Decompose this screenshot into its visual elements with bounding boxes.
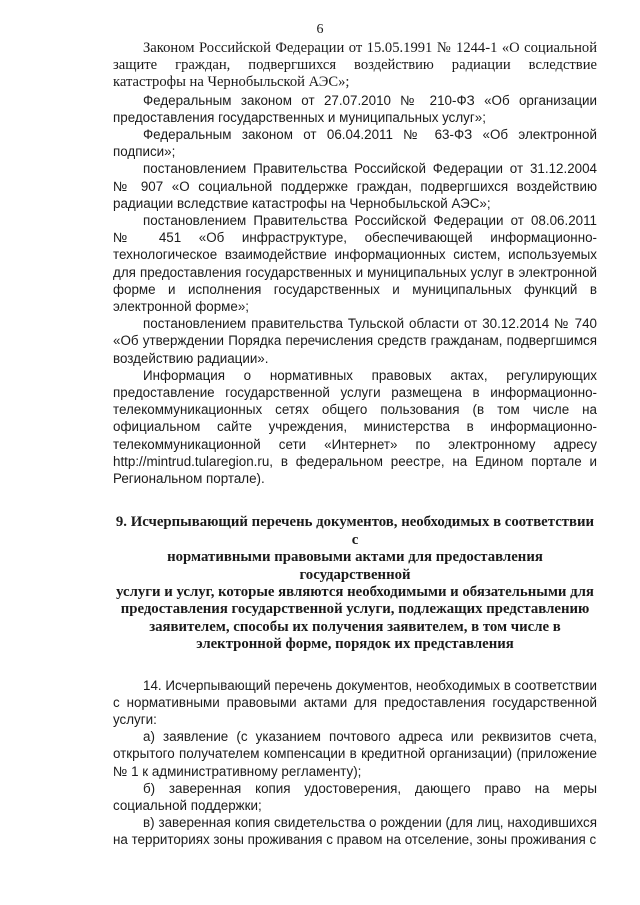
page-number: 6	[316, 22, 324, 37]
item-v: в) заверенная копия свидетельства о рождении (для лиц, находившихся на территориях зоны проживания с правом на отселение, зоны проживания с	[113, 815, 597, 848]
item-14: 14. Исчерпывающий перечень документов, необходимых в соответствии с нормативными правовыми актами для предоставления государственной услуги:	[113, 677, 597, 727]
section-heading-line: нормативными правовыми актами для предоставления государственной	[167, 549, 543, 583]
legal-act-63-fz: Федеральным законом от 06.04.2011 № 63-ФЗ «Об электронной подписи»;	[113, 127, 597, 160]
legal-act-451: постановлением Правительства Российской Федерации от 08.06.2011 № 451 «Об инфраструктуре, обеспечивающей информационно-технологическое взаимодействие информационных систем, используемых для предоставления государственных и муниципальных услуг в электронной форме и исполнения государственных и муниципальных функций в электронной форме»;	[113, 213, 597, 315]
legal-act-1991-law: Законом Российской Федерации от 15.05.1991 № 1244-1 «О социальной защите граждан, подвергшихся воздействию радиации вследствие катастрофы на Чернобыльской АЭС»;	[113, 40, 597, 91]
section-heading-line: предоставления государственной услуги, подлежащих представлению	[120, 601, 590, 618]
legal-act-907: постановлением Правительства Российской Федерации от 31.12.2004 № 907 «О социальной поддержке граждан, подвергшихся воздействию радиации вследствие катастрофы на Чернобыльской АЭС»;	[113, 161, 597, 211]
item-b: б) заверенная копия удостоверения, дающего право на меры социальной поддержки;	[113, 780, 597, 813]
legal-act-740: постановлением правительства Тульской области от 30.12.2014 № 740 «Об утверждении Порядка перечисления средств гражданам, подвергшимся воздействию радиации».	[113, 316, 597, 366]
section-heading-line: электронной форме, порядок их представления	[196, 636, 514, 653]
item-a: а) заявление (с указанием почтового адреса или реквизитов счета, открытого получателем компенсации в кредитной организации) (приложение № 1 к административному регламенту);	[113, 729, 597, 779]
info-paragraph: Информация о нормативных правовых актах, регулирующих предоставление государственной услуги размещена в информационно-телекоммуникационных сетях общего пользования (в том числе на официальном сайте учреждения, министерства в информационно-телекоммуникационной сети «Интернет» по электронному адресу http://mintrud.tularegion.ru, в федеральном реестре, на Едином портале и Региональном портале).	[113, 367, 597, 487]
section-heading	[113, 514, 597, 653]
document-body	[113, 40, 597, 849]
section-heading-line: 9. Исчерпывающий перечень документов, необходимых в соответствии с	[115, 514, 595, 548]
section-heading-line: заявителем, способы их получения заявителем, в том числе в	[149, 618, 561, 635]
legal-act-210-fz: Федеральным законом от 27.07.2010 № 210-ФЗ «Об организации предоставления государственных и муниципальных услуг»;	[113, 92, 597, 125]
section-heading-line: услуги и услуг, которые являются необходимыми и обязательными для	[116, 583, 594, 600]
